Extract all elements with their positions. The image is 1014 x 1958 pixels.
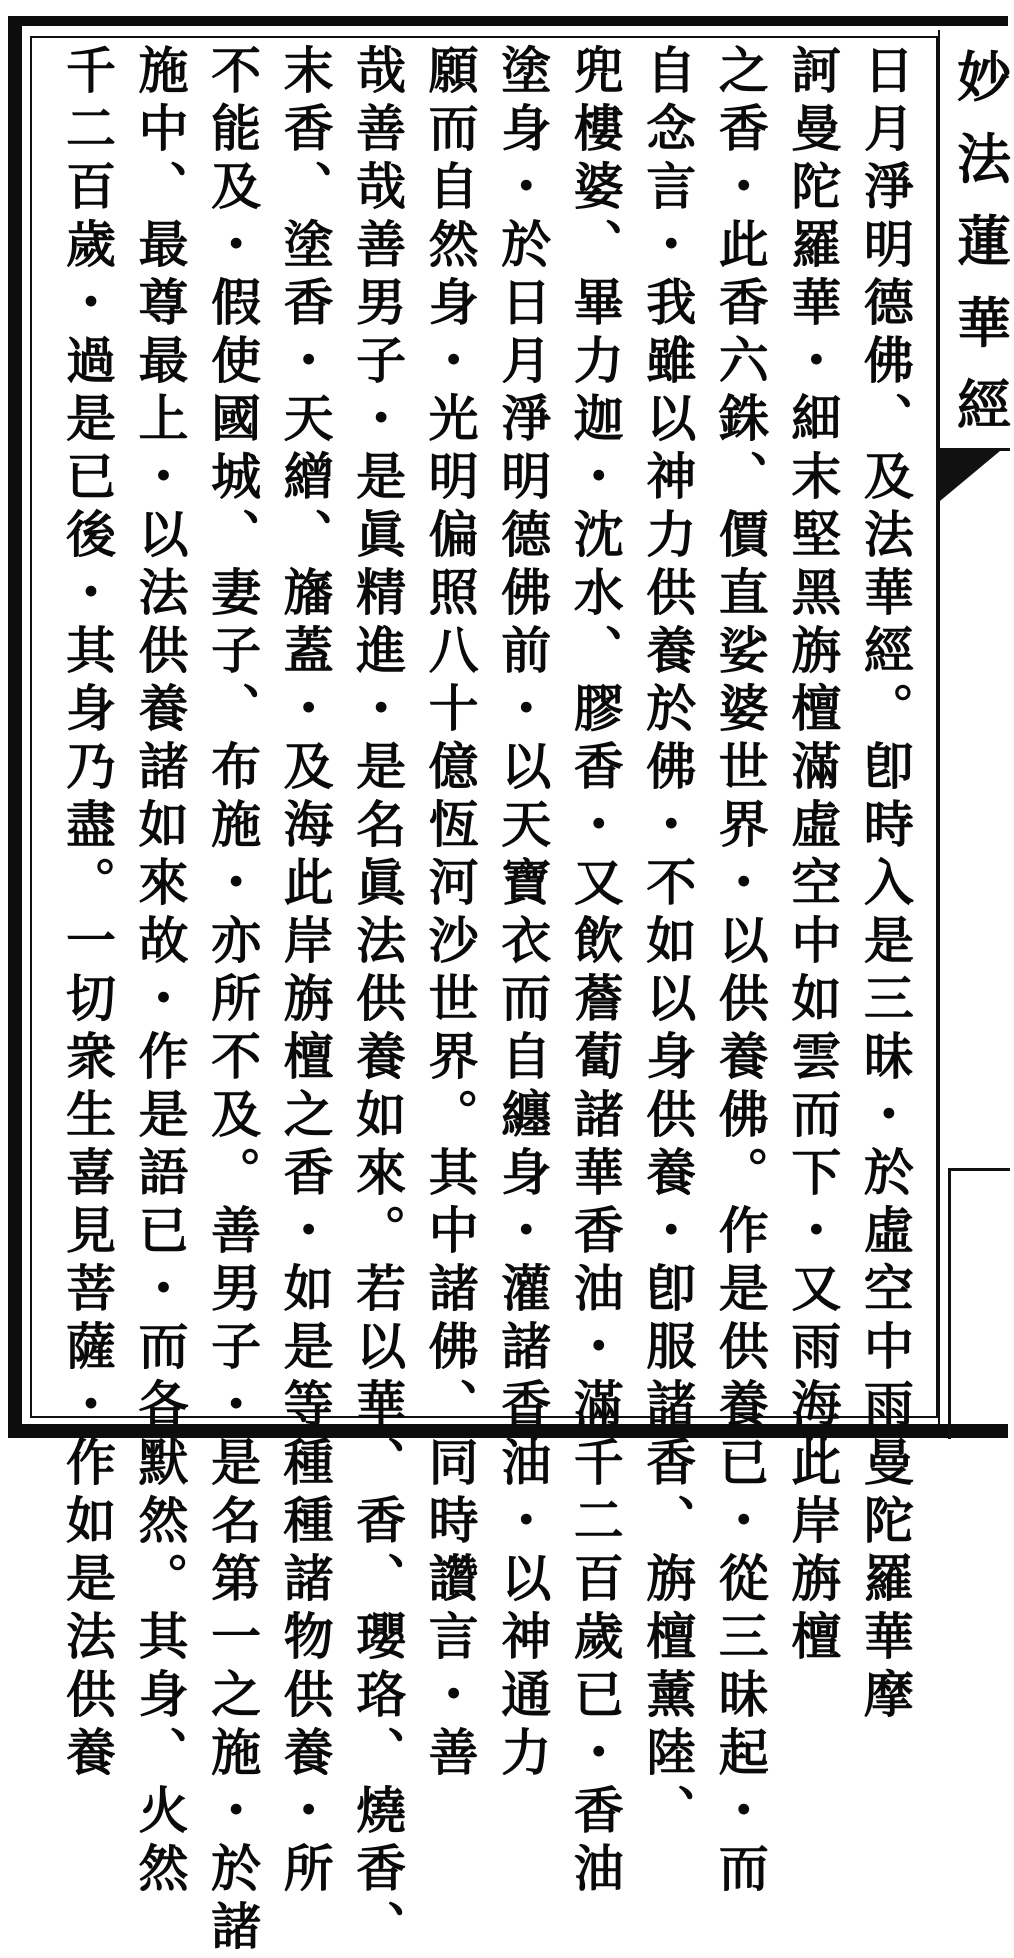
text-column: 不能及・假使國城、妻子、布施・亦所不及。善男子・是名第一之施・於諸	[203, 44, 262, 1958]
text-column: 願而自然身・光明偏照八十億恆河沙世界。其中諸佛、同時讚言・善	[420, 44, 479, 1784]
running-title-char: 蓮	[957, 209, 1011, 273]
text-column: 施中、最尊最上・以法供養諸如來故・作是語已・而各默然。其身、火然	[130, 44, 189, 1900]
text-column: 哉善哉善男子・是眞精進・是名眞法供養如來。若以華、香、瓔珞、燒香、	[348, 44, 407, 1958]
running-title-char: 經	[957, 373, 1011, 437]
text-column: 末香、塗香・天繒、旛蓋・及海此岸旃檀之香・如是等種種諸物供養・所	[275, 44, 334, 1900]
running-title	[954, 36, 1014, 446]
running-title-strip	[938, 30, 1011, 1424]
text-column: 日月淨明德佛、及法華經。卽時入是三昧・於虛空中雨曼陀羅華摩	[855, 44, 914, 1726]
text-column: 訶曼陀羅華・細末堅黑旃檀滿虛空中如雲而下・又雨海此岸旃檀	[783, 44, 842, 1668]
running-title-char: 華	[957, 291, 1011, 355]
fishtail-mark	[940, 451, 1000, 501]
text-column: 千二百歲・過是已後・其身乃盡。一切衆生喜見菩薩・作如是法供養	[58, 44, 116, 1784]
margin-box	[948, 1171, 1004, 1439]
text-column: 兜樓婆、畢力迦・沈水、膠香・又飲薝蔔諸華香油・滿千二百歲已・香油	[565, 44, 624, 1900]
text-column: 自念言・我雖以神力供養於佛・不如以身供養・卽服諸香、旃檀薰陸、	[638, 44, 697, 1842]
running-title-char: 妙	[957, 45, 1011, 109]
text-column: 之香・此香六銖、價直娑婆世界・以供養佛。作是供養已・從三昧起・而	[710, 44, 769, 1900]
vertical-text-body	[52, 44, 920, 1958]
text-column: 塗身・於日月淨明德佛前・以天寶衣而自纏身・灌諸香油・以神通力	[493, 44, 552, 1784]
running-title-char: 法	[957, 127, 1011, 191]
